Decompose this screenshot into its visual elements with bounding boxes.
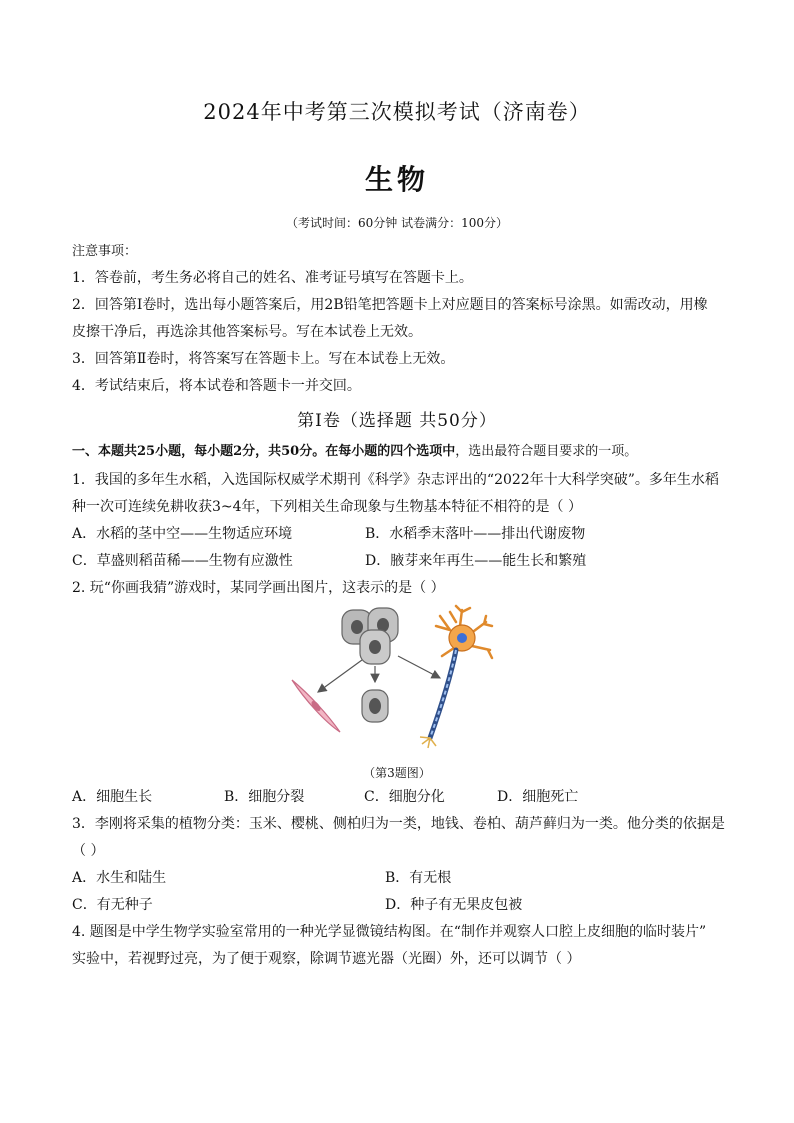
q2-option-b: B．细胞分裂 — [224, 789, 305, 805]
figure-caption: （第3题图） — [363, 766, 431, 780]
q4-line-2: 实验中，若视野过亮，为了便于观察，除调节遮光器（光圈）外，还可以调节（ ） — [72, 951, 581, 967]
q3-option-a: A．水生和陆生 — [72, 870, 167, 886]
subject-title: 生物 — [364, 163, 429, 196]
q2-line-1: 2. 玩“你画我猜”游戏时，某同学画出图片，这表示的是（ ） — [72, 580, 445, 596]
arrow-right — [398, 656, 440, 678]
q3-line-2: （ ） — [72, 843, 105, 859]
neuron-cell — [420, 606, 492, 748]
q3-option-b: B．有无根 — [385, 870, 452, 886]
note-item-4: 4．考试结束后，将本试卷和答题卡一并交回。 — [72, 378, 361, 394]
muscle-cell — [292, 680, 340, 732]
arrow-left — [318, 660, 362, 692]
section-instruction — [72, 442, 637, 462]
instruction-part-a: 一、本题共25小题，每小题2分，共50分。在每小题的 — [72, 444, 391, 459]
exam-meta: （考试时间：60分钟 试卷满分：100分） — [286, 216, 508, 230]
instruction-part-c: ，选出最符合题目要求的一项。 — [455, 444, 638, 459]
note-item-2: 2．回答第Ⅰ卷时，选出每小题答案后，用2B铅笔把答题卡上对应题目的答案标号涂黑。如需改动，用橡 — [72, 297, 708, 313]
q1-option-b: B．水稻季末落叶——排出代谢废物 — [365, 526, 586, 542]
q1-line-1: 1．我国的多年生水稻，入选国际权威学术期刊《科学》杂志评出的“2022年十大科学突破”。多年生水稻 — [72, 472, 719, 488]
q1-line-2: 种一次可连续免耕收获3~4年，下列相关生命现象与生物基本特征不相符的是（ ） — [72, 499, 582, 515]
instruction-part-b: 四个选项中 — [390, 444, 456, 459]
note-item-3: 3．回答第Ⅱ卷时，将答案写在答题卡上。写在本试卷上无效。 — [72, 351, 455, 367]
note-item-1: 1．答卷前，考生务必将自己的姓名、准考证号填写在答题卡上。 — [72, 270, 473, 286]
q4-line-1: 4. 题图是中学生物学实验室常用的一种光学显微镜结构图。在“制作并观察人口腔上皮细胞的临时装片” — [72, 924, 707, 940]
q1-option-a: A．水稻的茎中空——生物适应环境 — [72, 526, 293, 542]
q2-option-c: C．细胞分化 — [364, 789, 445, 805]
notes-heading: 注意事项： — [72, 244, 138, 259]
dividing-cell — [362, 690, 388, 722]
stem-cell-cluster — [342, 608, 398, 664]
q1-option-c: C．草盛则稻苗稀——生物有应激性 — [72, 553, 293, 569]
q2-option-a: A．细胞生长 — [72, 789, 153, 805]
q3-option-c: C．有无种子 — [72, 897, 153, 913]
q3-option-d: D．种子有无果皮包被 — [385, 897, 523, 913]
note-item-2-cont: 皮擦干净后，再选涂其他答案标号。写在本试卷上无效。 — [72, 324, 422, 340]
q1-option-d: D．腋芽来年再生——能生长和繁殖 — [365, 553, 587, 569]
cell-differentiation-figure — [280, 600, 520, 760]
q2-option-d: D．细胞死亡 — [497, 789, 579, 805]
exam-title: 2024年中考第三次模拟考试（济南卷） — [203, 100, 591, 124]
section-title: 第Ⅰ卷（选择题 共50分） — [297, 411, 497, 431]
q3-line-1: 3．李刚将采集的植物分类：玉米、樱桃、侧柏归为一类，地钱、卷柏、葫芦藓归为一类。他分类的依据是 — [72, 816, 725, 832]
